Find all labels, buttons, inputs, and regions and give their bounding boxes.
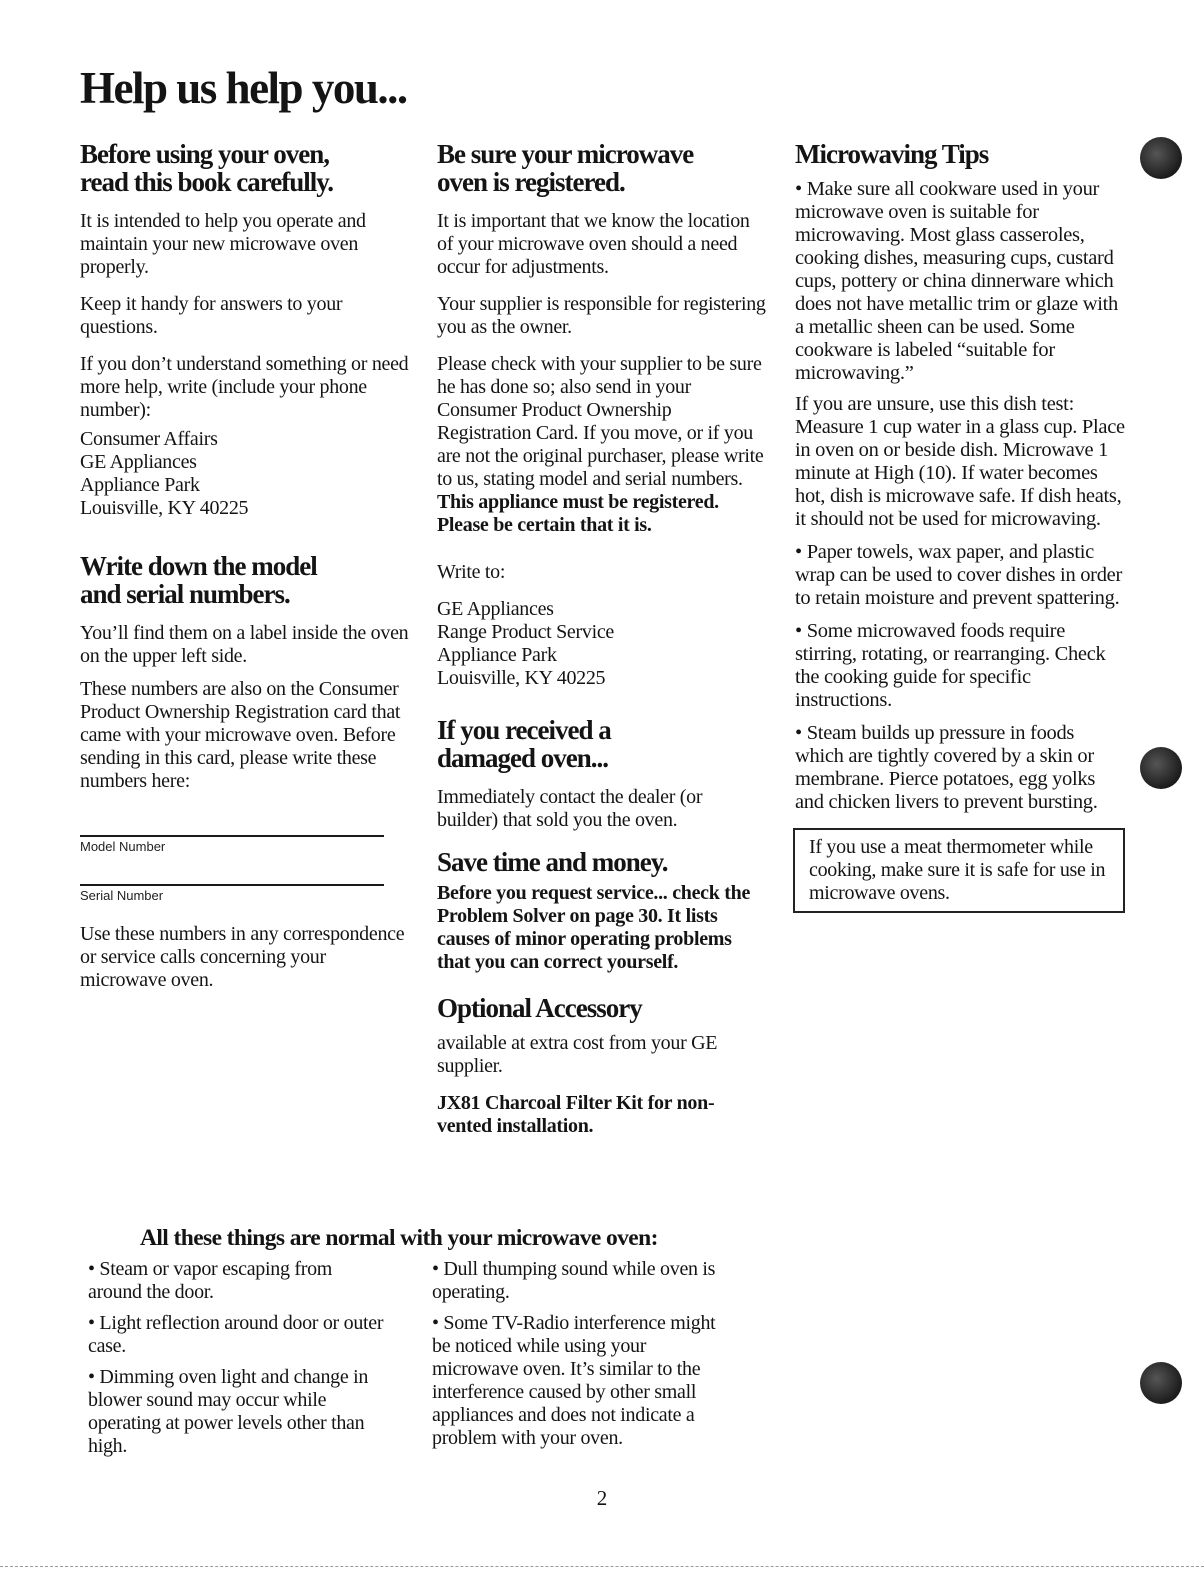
- check-supplier-paragraph: Please check with your supplier to be sure he has done so; also send in your Consumer Product Ownership Registration Card. If you move, or if you are not the original purchaser, please write to us, stating model and serial numbers.: [437, 353, 764, 490]
- keep-handy-paragraph: Keep it handy for answers to your questions.: [80, 293, 343, 338]
- model-number-field[interactable]: [80, 835, 384, 837]
- heading-write-down: Write down the model and serial numbers.: [80, 551, 317, 609]
- binder-hole-middle: [1140, 747, 1182, 789]
- tip-paper-towels: • Paper towels, wax paper, and plastic wrap can be used to cover dishes in order to retain moisture and prevent spattering.: [795, 541, 1125, 610]
- help-paragraph: If you don’t understand something or need more help, write (include your phone number):: [80, 353, 409, 421]
- footer-rule: [0, 1566, 1204, 1567]
- model-number-label: Model Number: [80, 839, 166, 854]
- tip-cookware: • Make sure all cookware used in your microwave oven is suitable for microwaving. Most glass casseroles, cooking dishes, measuring cups, custard cups, pottery or china dinnerware which does not have metallic trim or glaze with a metallic sheen can be used. Some cookware is labeled “suitable for microwaving.”: [795, 178, 1125, 385]
- heading-microwaving-tips: Microwaving Tips: [795, 139, 989, 169]
- heading-registered: Be sure your microwave oven is registered.: [437, 139, 694, 197]
- accessory-availability: available at extra cost from your GE supplier.: [437, 1032, 718, 1077]
- supplier-paragraph: Your supplier is responsible for registering you as the owner.: [437, 293, 766, 338]
- tip-stirring: • Some microwaved foods require stirring, rotating, or rearranging. Check the cooking guide for specific instructions.: [795, 620, 1125, 712]
- thermometer-warning-text: If you use a meat thermometer while cooking, make sure it is safe for use in microwave ovens.: [809, 836, 1106, 904]
- normal-item-steam: • Steam or vapor escaping from around the door.: [88, 1258, 388, 1304]
- contact-dealer-paragraph: Immediately contact the dealer (or builder) that sold you the oven.: [437, 786, 703, 831]
- heading-before-using: Before using your oven, read this book carefully.: [80, 139, 334, 197]
- binder-hole-top: [1140, 137, 1182, 179]
- heading-save-time: Save time and money.: [437, 847, 668, 877]
- normal-list-right: [432, 1258, 732, 1450]
- normal-item-dimming: • Dimming oven light and change in blower sound may occur while operating at power levels other than high.: [88, 1366, 388, 1458]
- heading-optional-accessory: Optional Accessory: [437, 993, 642, 1023]
- normal-list-left: [88, 1258, 388, 1458]
- consumer-affairs-address: Consumer Affairs GE Appliances Appliance Park Louisville, KY 40225: [80, 428, 249, 519]
- charcoal-filter-kit: JX81 Charcoal Filter Kit for non-vented installation.: [437, 1092, 715, 1137]
- column-right: [795, 140, 1125, 913]
- range-product-address: GE Appliances Range Product Service Appliance Park Louisville, KY 40225: [437, 598, 614, 689]
- page-number: 2: [596, 1486, 608, 1510]
- use-numbers-paragraph: Use these numbers in any correspondence or service calls concerning your microwave oven.: [80, 923, 405, 991]
- normal-item-light-reflection: • Light reflection around door or outer case.: [88, 1312, 388, 1358]
- location-paragraph: It is important that we know the location of your microwave oven should a need occur for adjustments.: [437, 210, 750, 278]
- thermometer-warning-box: [793, 828, 1125, 913]
- must-register-notice: This appliance must be registered. Please be certain that it is.: [437, 491, 719, 536]
- tip-steam: • Steam builds up pressure in foods which are tightly covered by a skin or membrane. Pierce potatoes, egg yolks and chicken livers to prevent bursting.: [795, 722, 1125, 814]
- dish-test-paragraph: If you are unsure, use this dish test: Measure 1 cup water in a glass cup. Place in oven on or beside dish. Microwave 1 minute at High (10). If water becomes hot, dish is microwave safe. If dish heats, it should not be used for microwaving.: [795, 393, 1125, 530]
- serial-number-field[interactable]: [80, 884, 384, 886]
- problem-solver-paragraph: Before you request service... check the Problem Solver on page 30. It lists causes of minor operating problems that you can correct yourself.: [437, 882, 751, 973]
- serial-number-label: Serial Number: [80, 888, 164, 903]
- intro-paragraph: It is intended to help you operate and maintain your new microwave oven properly.: [80, 210, 366, 278]
- binder-hole-bottom: [1140, 1362, 1182, 1404]
- normal-things-title: All these things are normal with your microwave oven:: [140, 1225, 658, 1251]
- heading-damaged-oven: If you received a damaged oven...: [437, 715, 611, 773]
- page-title: Help us help you...: [80, 63, 407, 113]
- normal-item-tv-interference: • Some TV-Radio interference might be noticed while using your microwave oven. It’s similar to the interference caused by other small appliances and does not indicate a problem with your oven.: [432, 1312, 732, 1450]
- column-middle: [437, 140, 767, 1138]
- column-left: [80, 140, 410, 992]
- write-to-label: Write to:: [437, 561, 506, 583]
- label-location-paragraph: You’ll find them on a label inside the oven on the upper left side.: [80, 622, 409, 667]
- registration-card-paragraph: These numbers are also on the Consumer Product Ownership Registration card that came with your microwave oven. Before sending in this card, please write these numbers here:: [80, 678, 401, 792]
- normal-item-thumping: • Dull thumping sound while oven is operating.: [432, 1258, 732, 1304]
